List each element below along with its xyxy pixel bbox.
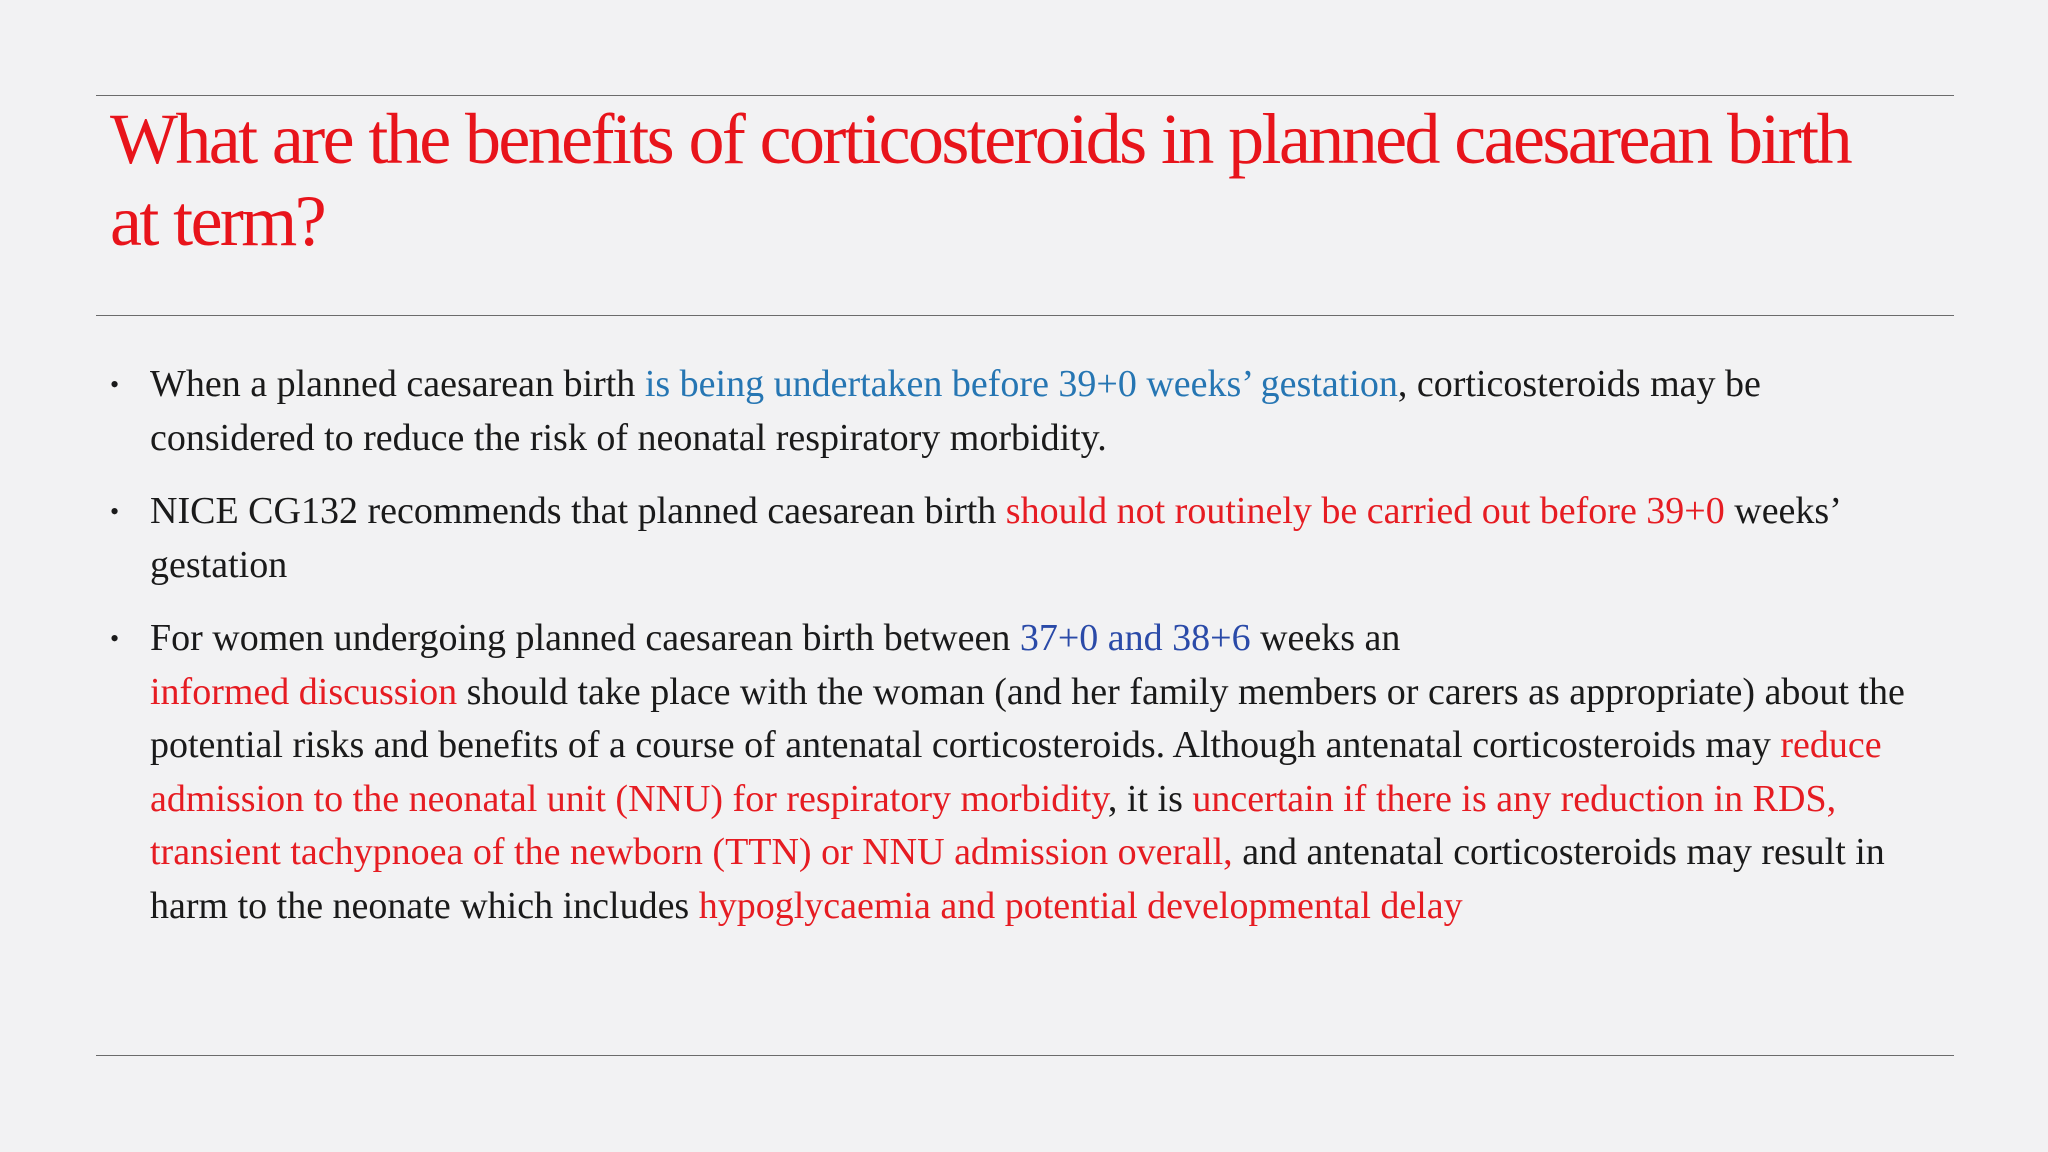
bullet-marker: • (110, 624, 120, 653)
bullet-text: For women undergoing planned caesarean birth between (150, 617, 1020, 659)
highlight-reduce-nnu-admission: reduce admission to the neonatal unit (NNU) for respiratory morbidity (150, 724, 1882, 820)
highlight-informed-discussion: informed discussion (150, 670, 458, 713)
bullet-marker: • (110, 497, 120, 526)
footer-divider (96, 1055, 1954, 1056)
bullet-list (110, 358, 1910, 953)
bullet-text: weeks’ gestation (150, 490, 1840, 586)
bullet-text: and antenatal corticosteroids may result in harm to the neonate which includes (150, 831, 1885, 927)
bullet-item-gestation-39 (110, 358, 1910, 465)
bullet-text: , it is (1107, 777, 1193, 820)
bullet-text: When a planned caesarean birth (150, 363, 645, 405)
bullet-text: NICE CG132 recommends that planned caesarean birth (150, 490, 1006, 532)
highlight-not-routinely: should not routinely be carried out before 39+0 (1005, 490, 1725, 532)
highlight-uncertain-reduction: uncertain if there is any reduction in RDS, transient tachypnoea of the newborn (TTN) or NNU admission overall, (150, 777, 1837, 873)
highlight-harm-to-neonate: hypoglycaemia and potential developmental delay (698, 884, 1463, 927)
bullet-item-informed-discussion (110, 612, 1910, 933)
slide-title: What are the benefits of corticosteroids in planned caesarean birth at term? (110, 99, 1850, 261)
bullet-text: should take place with the woman (and her family members or carers as appropriate) about the potential risks and benefits of a course of antenatal corticosteroids. Although antenatal corticosteroids may (150, 670, 1905, 766)
bullet-item-nice-cg132 (110, 485, 1910, 592)
highlight-gestation-range: 37+0 and 38+6 (1019, 617, 1251, 659)
title-top-divider (96, 95, 1954, 96)
title-bottom-divider (96, 315, 1954, 316)
bullet-text: weeks an (1250, 617, 1401, 659)
highlight-before-39-weeks: is being undertaken before 39+0 weeks’ gestation (644, 363, 1398, 405)
bullet-marker: • (110, 370, 120, 399)
bullet-text: , corticosteroids may be considered to reduce the risk of neonatal respiratory morbidity. (150, 363, 1761, 459)
